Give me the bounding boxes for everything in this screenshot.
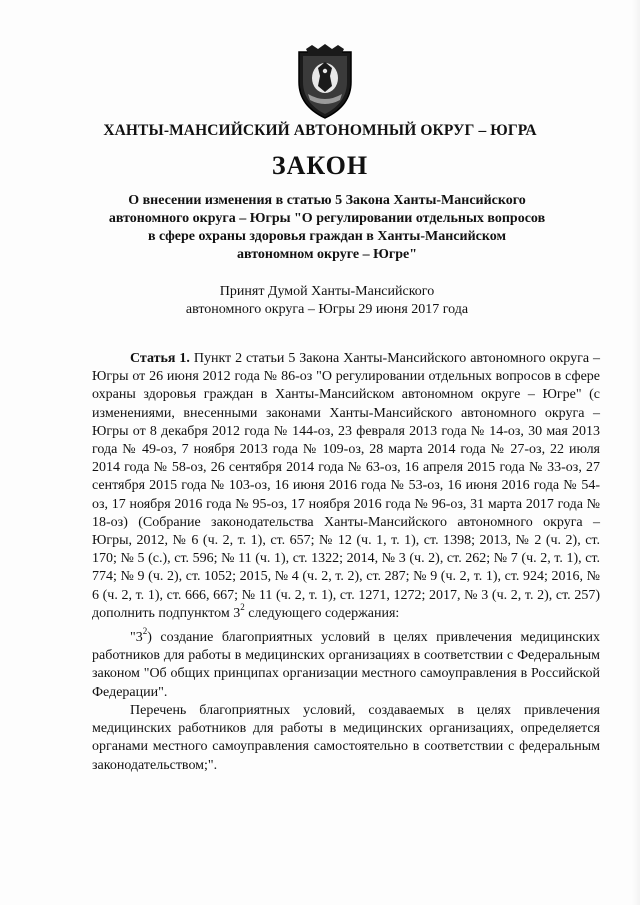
- amendment-paragraph: Перечень благоприятных условий, создаваемых в целях привлечения медицинских работников для работы в медицинских организациях, определяется органами местного самоуправления самостоятельно в соответствии с федеральным законодательством;".: [92, 703, 600, 773]
- law-title-line: автономном округе – Югре": [236, 247, 418, 262]
- scan-shadow: [632, 0, 640, 905]
- article-text: Пункт 2 статьи 5 Закона Ханты-Мансийского автономного округа – Югры от 26 июня 2012 года № 86-оз "О регулировании отдельных вопросов в сфере охраны здоровья граждан в Ханты-Мансийском автономном округе – Югре" (с изменениями, внесенными законами Ханты-Мансийского автономного округа – Югры от 8 декабря 2012 года № 144-оз, 23 февраля 2013 года № 14-оз, 30 мая 2013 года № 49-оз, 7 ноября 2013 года № 109-оз, 28 марта 2014 года № 27-оз, 22 июля 2014 года № 58-оз, 26 сентября 2014 года № 63-оз, 16 апреля 2015 года № 33-оз, 27 сентября 2015 года № 103-оз, 16 июня 2016 года № 53-оз, 16 июня 2016 года № 54-оз, 17 ноября 2016 года № 95-оз, 17 ноября 2016 года № 96-оз, 31 марта 2017 года № 18-оз) (Собрание законодательства Ханты-Мансийского автономного округа – Югры, 2012, № 6 (ч. 2, т. 1), ст. 657; № 12 (ч. 1, т. 1), ст. 1398; 2013, № 2 (ч. 2), ст. 170; № 5 (с.), ст. 596; № 11 (ч. 1), ст. 1322; 2014, № 3 (ч. 2), ст. 262; № 7 (ч. 2, т. 1), ст. 774; № 9 (ч. 2), ст. 1052; 2015, № 4 (ч. 2, т. 2), ст. 287; № 9 (ч. 2, т. 1), ст. 924; 2016, № 6 (ч. 2, т. 1), ст. 666, 667; № 11 (ч. 2, т. 1), ст. 1271, 1272; 2017, № 3 (ч. 2, т. 2), ст. 257) дополнить подпунктом 3: [92, 351, 601, 621]
- article-label: Статья 1.: [130, 351, 190, 366]
- quote-open: "3: [130, 630, 143, 645]
- article-text-end: следующего содержания:: [244, 605, 400, 621]
- superscript: 2: [142, 626, 148, 637]
- law-title: [90, 192, 564, 264]
- law-title-line: О внесении изменения в статью 5 Закона Ханты-Мансийского: [128, 193, 526, 208]
- adoption-line: Принят Думой Ханты-Мансийского: [219, 284, 435, 299]
- article-paragraph: [92, 350, 600, 623]
- amendment-quote: [92, 626, 600, 702]
- region-name: ХАНТЫ-МАНСИЙСКИЙ АВТОНОМНЫЙ ОКРУГ – ЮГРА: [103, 122, 537, 139]
- law-title-line: автономного округа – Югры "О регулировании отдельных вопросов: [108, 211, 546, 226]
- adoption-note: [150, 283, 504, 319]
- quote-text: ) создание благоприятных условий в целях привлечения медицинских работников для работы в медицинских организациях в соответствии с Федеральным законом "Об общих принципах организации местного самоуправления в Российской Федерации".: [92, 630, 600, 700]
- adoption-line: автономного округа – Югры 29 июня 2017 года: [185, 302, 469, 317]
- law-title-line: в сфере охраны здоровья граждан в Ханты-Мансийском: [148, 229, 506, 244]
- coat-of-arms-icon: [296, 44, 354, 120]
- document-type: ЗАКОН: [271, 151, 369, 180]
- superscript: 2: [240, 602, 245, 613]
